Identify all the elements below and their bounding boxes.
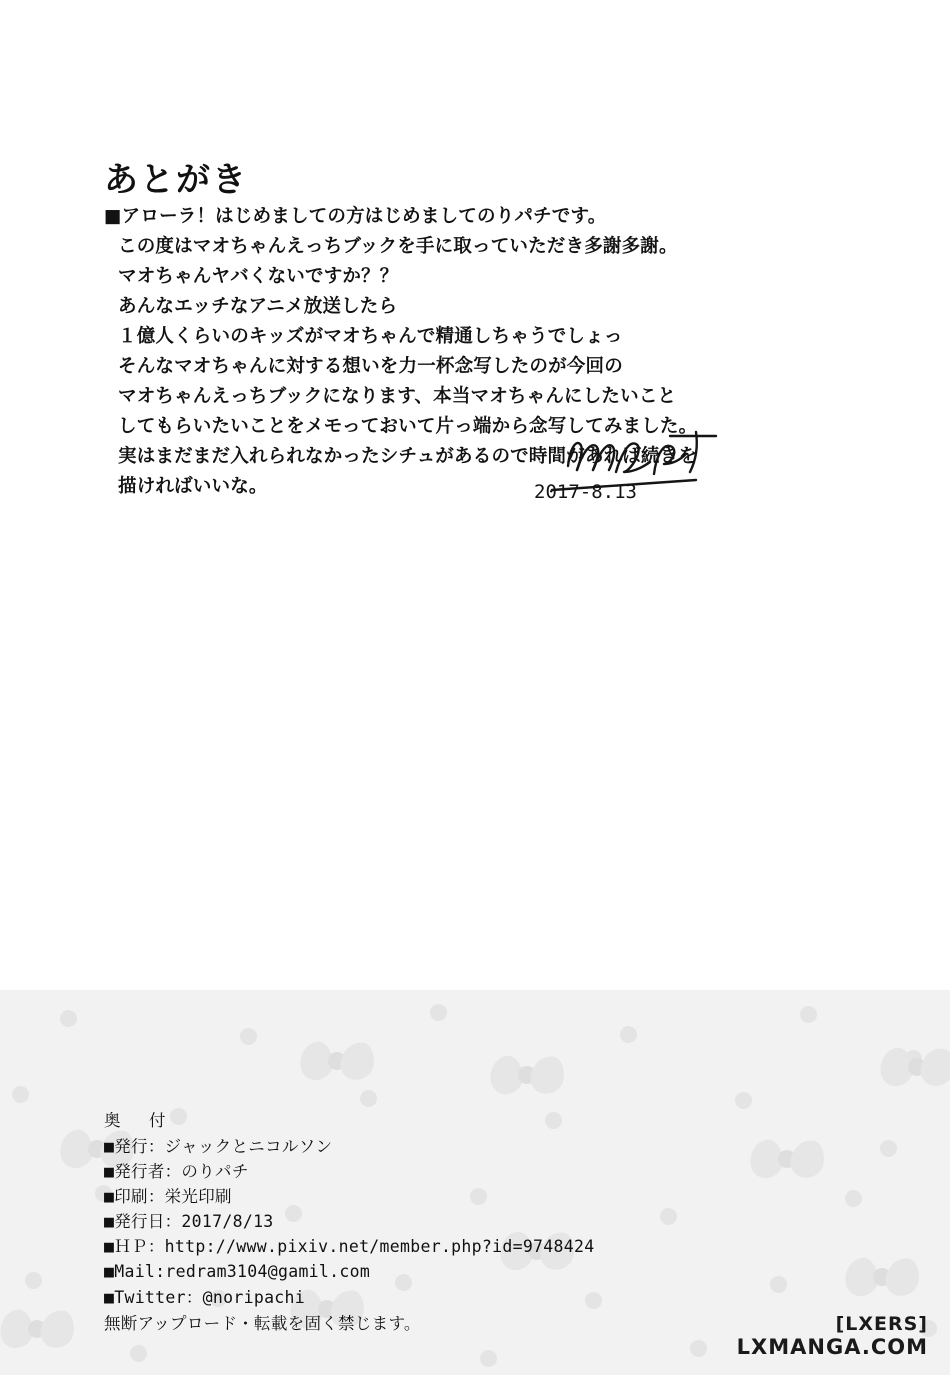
colophon-heading: 奥 付 [104, 1111, 172, 1130]
afterword-line: ■アローラ！はじめましての方はじめましてのりパチです。 [104, 206, 607, 227]
colophon-row-date: ■発行日：2017/8/13 [104, 1212, 274, 1232]
bow-icon [0, 1310, 74, 1348]
afterword-line: マオちゃんヤバくないですか？？ [118, 265, 399, 287]
colophon-row-twitter: ■Twitter：@noripachi [104, 1287, 306, 1307]
colophon-text-block [104, 1108, 594, 1336]
afterword-line: マオちゃんえっちブックになります、本当マオちゃんにしたいこと [118, 385, 677, 407]
bow-icon [750, 1140, 824, 1178]
afterword-line: してもらいたいことをメモっておいて片っ端から念写してみました。 [118, 415, 698, 437]
colophon-row-homepage: ■ＨＰ：http://www.pixiv.net/member.php?id=9748424 [104, 1237, 595, 1257]
watermark-domain: LXMANGA.COM [736, 1334, 928, 1359]
afterword-heading: あとがき [104, 160, 248, 200]
handwritten-signature [520, 428, 740, 508]
colophon-row-author: ■発行者：のりパチ [104, 1162, 249, 1182]
colophon-page [0, 990, 950, 1375]
signature-date: 2017-8.13 [534, 481, 637, 503]
afterword-line: この度はマオちゃんえっちブックを手に取っていただき多謝多謝。 [118, 235, 678, 257]
site-watermark [737, 1314, 928, 1359]
afterword-line: 描ければいいな。 [118, 475, 268, 497]
colophon-row-publisher: ■発行：ジャックとニコルソン [104, 1137, 333, 1157]
bow-icon [880, 1048, 950, 1086]
bow-icon [300, 1042, 374, 1080]
watermark-tag: [LXERS] [835, 1312, 928, 1335]
afterword-line: １億人くらいのキッズがマオちゃんで精通しちゃうでしょっ [118, 325, 623, 347]
bow-icon [490, 1056, 564, 1094]
afterword-line: そんなマオちゃんに対する想いを力一杯念写したのが今回の [118, 355, 623, 377]
colophon-row-printer: ■印刷：栄光印刷 [104, 1187, 232, 1207]
afterword-line: 実はまだまだ入れられなかったシチュがあるので時間があれば続きを [118, 445, 698, 467]
colophon-row-mail: ■Mail:redram3104@gamil.com [104, 1262, 371, 1282]
afterword-line: あんなエッチなアニメ放送したら [118, 295, 398, 317]
bow-icon [845, 1258, 919, 1296]
colophon-notice: 無断アップロード・転載を固く禁じます。 [104, 1313, 421, 1333]
